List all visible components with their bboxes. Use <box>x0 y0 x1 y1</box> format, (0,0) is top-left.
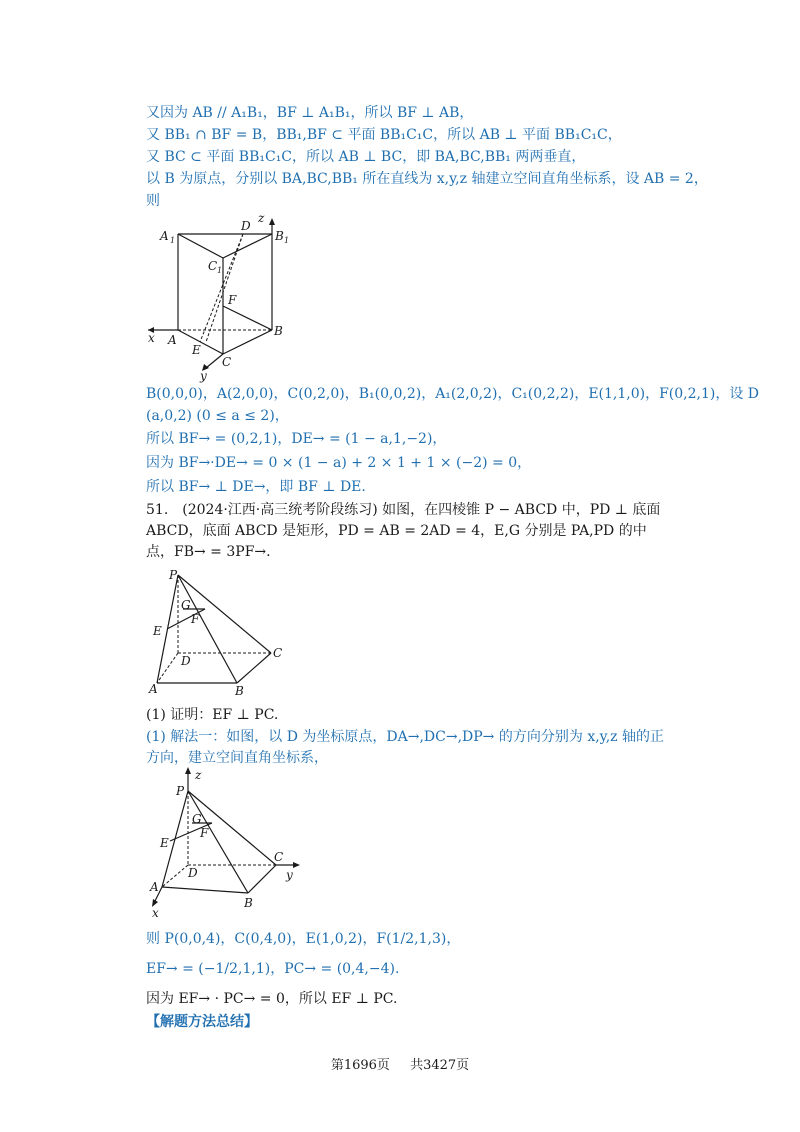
problem-51: 51. (2024·江西·高三统考阶段练习) 如图，在四棱锥 P − ABCD 中，PD ⊥ 底面 ABCD，底面 ABCD 是矩形，PD = AB = 2AD = 4，E,G 分别是 PA,PD 的中点，FB→ = 3PF→. <box>146 502 661 560</box>
label-c1-sub: 1 <box>217 266 223 275</box>
solution-line-2: EF→ = (−1/2,1,1)，PC→ = (0,4,−4). <box>146 961 400 977</box>
text-line-5: 则 <box>146 193 160 209</box>
solution-line-3: 因为 EF→ · PC→ = 0，所以 EF ⊥ PC. <box>146 991 398 1007</box>
summary-heading: 【解题方法总结】 <box>146 1014 258 1030</box>
label-e: E <box>192 343 201 357</box>
text-line-8: 所以 BF→ = (0,2,1)，DE→ = (1 − a,1,−2)， <box>146 431 447 447</box>
fig3-label-e: E <box>160 836 169 850</box>
label-y: y <box>200 369 207 383</box>
solution-line-1: 则 P(0,0,4)，C(0,4,0)，E(1,0,2)，F(1/2,1,3)， <box>146 931 461 947</box>
fig2-label-f: F <box>191 612 200 626</box>
fig3-label-y: y <box>286 868 293 882</box>
text-line-10: 所以 BF→ ⊥ DE→，即 BF ⊥ DE. <box>146 479 366 495</box>
label-a: A <box>168 333 177 347</box>
fig2-label-c: C <box>273 646 283 660</box>
label-b1-sub: 1 <box>284 236 290 245</box>
text-line-7: (a,0,2) (0 ≤ a ≤ 2)， <box>146 408 289 424</box>
solution-method-1: (1) 解法一：如图，以 D 为坐标原点，DA→,DC→,DP→ 的方向分别为 x,y,z 轴的正方向，建立空间直角坐标系， <box>146 729 664 766</box>
page-total: 共3427页 <box>410 1058 470 1073</box>
fig3-label-a: A <box>150 880 159 894</box>
label-b1: B <box>275 229 284 243</box>
fig2-label-a: A <box>149 682 158 696</box>
label-z: z <box>258 211 265 225</box>
label-c: C <box>222 355 232 369</box>
text-line-4: 以 B 为原点，分别以 BA,BC,BB₁ 所在直线为 x,y,z 轴建立空间直角坐标系，设 AB = 2， <box>146 171 708 187</box>
fig2-label-e: E <box>153 624 162 638</box>
prism-figure <box>140 210 300 383</box>
label-a1-sub: 1 <box>170 236 176 245</box>
fig3-label-x: x <box>152 906 159 920</box>
page-footer <box>0 1054 800 1073</box>
text-line-9: 因为 BF→·DE→ = 0 × (1 − a) + 2 × 1 + 1 × (−2) = 0， <box>146 455 532 471</box>
text-line-1: 又因为 AB // A₁B₁，BF ⊥ A₁B₁，所以 BF ⊥ AB， <box>146 105 474 121</box>
question-1: (1) 证明：EF ⊥ PC. <box>146 707 279 723</box>
label-a1: A <box>160 229 169 243</box>
label-b: B <box>274 324 283 338</box>
fig3-label-z: z <box>195 768 202 782</box>
fig3-label-c: C <box>274 850 284 864</box>
fig2-label-d: D <box>181 654 191 668</box>
text-line-6: B(0,0,0)，A(2,0,0)，C(0,2,0)，B₁(0,0,2)，A₁(2,0,2)，C₁(0,2,2)，E(1,1,0)，F(0,2,1)，设 D <box>146 386 760 402</box>
pyramid-axes-figure <box>140 765 310 920</box>
fig3-label-d: D <box>188 866 198 880</box>
fig3-label-b: B <box>244 896 253 910</box>
fig3-label-g: G <box>192 812 202 826</box>
label-f: F <box>228 293 237 307</box>
pyramid-figure <box>145 565 295 700</box>
page-number: 第1696页 <box>330 1058 390 1073</box>
fig2-label-g: G <box>181 598 191 612</box>
label-c1: C <box>208 259 218 273</box>
fig3-label-f: F <box>200 826 209 840</box>
text-line-2: 又 BB₁ ∩ BF = B，BB₁,BF ⊂ 平面 BB₁C₁C，所以 AB ⊥ 平面 BB₁C₁C， <box>146 127 622 143</box>
fig3-label-p: P <box>176 784 185 798</box>
fig2-label-b: B <box>235 684 244 698</box>
fig2-label-p: P <box>169 568 178 582</box>
label-x: x <box>148 331 155 345</box>
label-d: D <box>241 219 251 233</box>
text-line-3: 又 BC ⊂ 平面 BB₁C₁C，所以 AB ⊥ BC，即 BA,BC,BB₁ 两两垂直， <box>146 149 586 165</box>
